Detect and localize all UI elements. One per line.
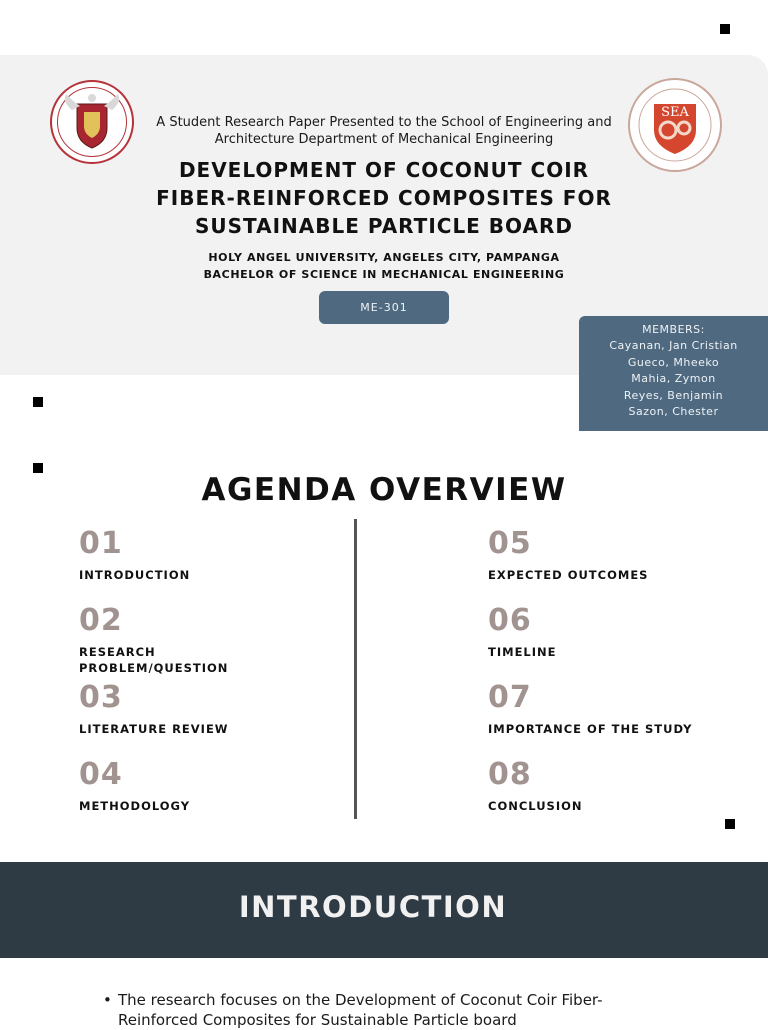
agenda-title: AGENDA OVERVIEW — [201, 472, 567, 508]
members-panel — [579, 316, 768, 431]
decor-square — [720, 24, 730, 34]
agenda-item — [79, 527, 309, 583]
agenda-number: 08 — [488, 757, 532, 792]
member-name: Gueco, Mheeko — [627, 355, 720, 369]
title-line: SUSTAINABLE PARTICLE BOARD — [194, 214, 573, 238]
seal-text: SEA — [661, 105, 689, 120]
member-name: Mahia, Zymon — [631, 372, 716, 386]
decor-square — [33, 397, 43, 407]
agenda-item — [79, 758, 309, 814]
agenda-number: 01 — [79, 526, 123, 561]
agenda-label: EXPECTED OUTCOMES — [488, 568, 649, 582]
course-code-badge: ME-301 — [319, 291, 449, 324]
agenda-item — [488, 681, 718, 737]
agenda-number: 05 — [488, 526, 532, 561]
university-name: HOLY ANGEL UNIVERSITY, ANGELES CITY, PAMPANGA — [208, 251, 560, 264]
agenda-label: LITERATURE REVIEW — [79, 722, 229, 736]
agenda-number: 06 — [488, 603, 532, 638]
agenda-item — [79, 604, 249, 676]
agenda-label: METHODOLOGY — [79, 799, 191, 813]
decor-square — [725, 819, 735, 829]
institution-info — [150, 249, 618, 283]
agenda-label: INTRODUCTION — [79, 568, 191, 582]
program-name: BACHELOR OF SCIENCE IN MECHANICAL ENGINEERING — [203, 268, 565, 281]
agenda-label: RESEARCH PROBLEM/QUESTION — [79, 645, 229, 675]
paper-subtitle: A Student Research Paper Presented to the School of Engineering and Architecture Department of Mechanical Engineering — [156, 115, 612, 147]
holy-angel-university-seal — [50, 80, 134, 164]
agenda-item — [79, 681, 309, 737]
agenda-item — [488, 758, 718, 814]
agenda-item — [488, 604, 718, 660]
title-line: DEVELOPMENT OF COCONUT COIR — [178, 158, 590, 182]
agenda-label: IMPORTANCE OF THE STUDY — [488, 722, 693, 736]
paper-title — [110, 156, 658, 240]
member-name: Sazon, Chester — [628, 405, 719, 419]
agenda-number: 02 — [79, 603, 123, 638]
agenda-divider — [354, 519, 357, 819]
agenda-label: CONCLUSION — [488, 799, 583, 813]
agenda-number: 07 — [488, 680, 532, 715]
member-name: Reyes, Benjamin — [623, 388, 724, 402]
members-heading: MEMBERS: — [642, 323, 705, 336]
introduction-title: INTRODUCTION — [238, 890, 508, 924]
agenda-number: 03 — [79, 680, 123, 715]
member-name: Cayanan, Jan Cristian — [609, 339, 738, 353]
agenda-item — [488, 527, 718, 583]
agenda-label: TIMELINE — [488, 645, 557, 659]
introduction-bullets — [103, 990, 663, 1030]
agenda-number: 04 — [79, 757, 123, 792]
bullet-item: • The research focuses on the Development of Coconut Coir Fiber-Reinforced Composites for Sustainable Particle board — [103, 990, 663, 1030]
title-line: FIBER-REINFORCED COMPOSITES FOR — [156, 186, 612, 210]
